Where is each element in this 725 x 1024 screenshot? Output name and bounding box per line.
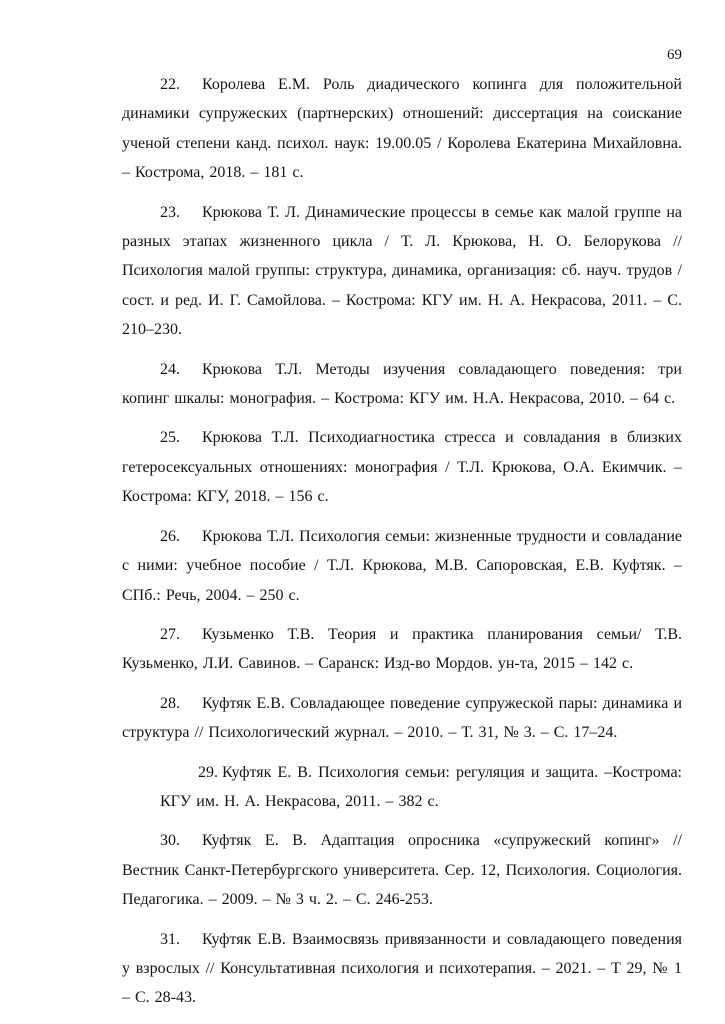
reference-text: Крюкова Т. Л. Динамические процессы в семье как малой группе на разных этапах жизненного цикла / Т. Л. Крюкова, Н. О. Белорукова // Психология малой группы: структура, динамика, организация: сб. науч. трудов / сост. и ред. И. Г. Самойлова. – Кострома: КГУ им. Н. А. Некрасова, 2011. – С. 210–230.	[122, 203, 682, 339]
reference-item-28	[122, 689, 682, 748]
reference-text: Куфтяк Е.В. Взаимосвязь привязанности и совладающего поведения у взрослых // Консультативная психология и психотерапия. – 2021. – Т 29, № 1 – С. 28-43.	[122, 930, 682, 1007]
reference-number: 26.	[160, 527, 180, 545]
reference-text: Куфтяк Е.В. Совладающее поведение супружеской пары: динамика и структура // Психологический журнал. – 2010. – Т. 31, № 3. – С. 17–24.	[122, 694, 682, 742]
reference-item-31	[122, 925, 682, 1013]
reference-text: Крюкова Т.Л. Психодиагностика стресса и совладания в близких гетеросексуальных отношениях: монография / Т.Л. Крюкова, О.А. Екимчик. – Кострома: КГУ, 2018. – 156 с.	[122, 429, 682, 506]
reference-number: 24.	[160, 360, 180, 378]
reference-number: 28.	[160, 694, 180, 712]
reference-number: 23.	[160, 203, 180, 221]
reference-number: 30.	[160, 832, 180, 850]
reference-item-29	[122, 758, 682, 817]
page-number: 69	[667, 47, 682, 63]
reference-text: Крюкова Т.Л. Методы изучения совладающего поведения: три копинг шкалы: монография. – Кострома: КГУ им. Н.А. Некрасова, 2010. – 64 с.	[122, 360, 682, 408]
reference-item-23	[122, 198, 682, 345]
reference-item-22	[122, 70, 682, 188]
reference-number: 29.	[198, 763, 218, 781]
reference-text: Кузьменко Т.В. Теория и практика планирования семьи/ Т.В. Кузьменко, Л.И. Савинов. – Саранск: Изд-во Мордов. ун-та, 2015 – 142 с.	[122, 625, 682, 673]
reference-item-25	[122, 423, 682, 511]
reference-text: Куфтяк Е. В. Психология семьи: регуляция и защита. –Кострома: КГУ им. Н. А. Некрасова, 2011. – 382 с.	[160, 763, 682, 810]
reference-item-24	[122, 355, 682, 414]
reference-item-27	[122, 620, 682, 679]
reference-text: Королева Е.М. Роль диадического копинга для положительной динамики супружеских (партнерских) отношений: диссертация на соискание ученой степени канд. психол. наук: 19.00.05 / Королева Екатерина Михайловна. – Кострома, 2018. – 181 с.	[122, 76, 682, 182]
reference-number: 31.	[160, 930, 180, 948]
reference-number: 25.	[160, 429, 180, 447]
reference-number: 22.	[160, 76, 180, 93]
reference-item-30	[122, 826, 682, 914]
reference-item-26	[122, 522, 682, 610]
reference-text: Крюкова Т.Л. Психология семьи: жизненные трудности и совладание с ними: учебное пособие / Т.Л. Крюкова, М.В. Сапоровская, Е.В. Куфтяк. –СПб.: Речь, 2004. – 250 с.	[122, 527, 682, 604]
reference-list	[122, 70, 682, 1023]
reference-text: Куфтяк Е. В. Адаптация опросника «супружеский копинг» // Вестник Санкт-Петербургского университета. Сер. 12, Психология. Социология. Педагогика. – 2009. – № 3 ч. 2. – С. 246-253.	[122, 832, 682, 909]
reference-number: 27.	[160, 625, 180, 643]
